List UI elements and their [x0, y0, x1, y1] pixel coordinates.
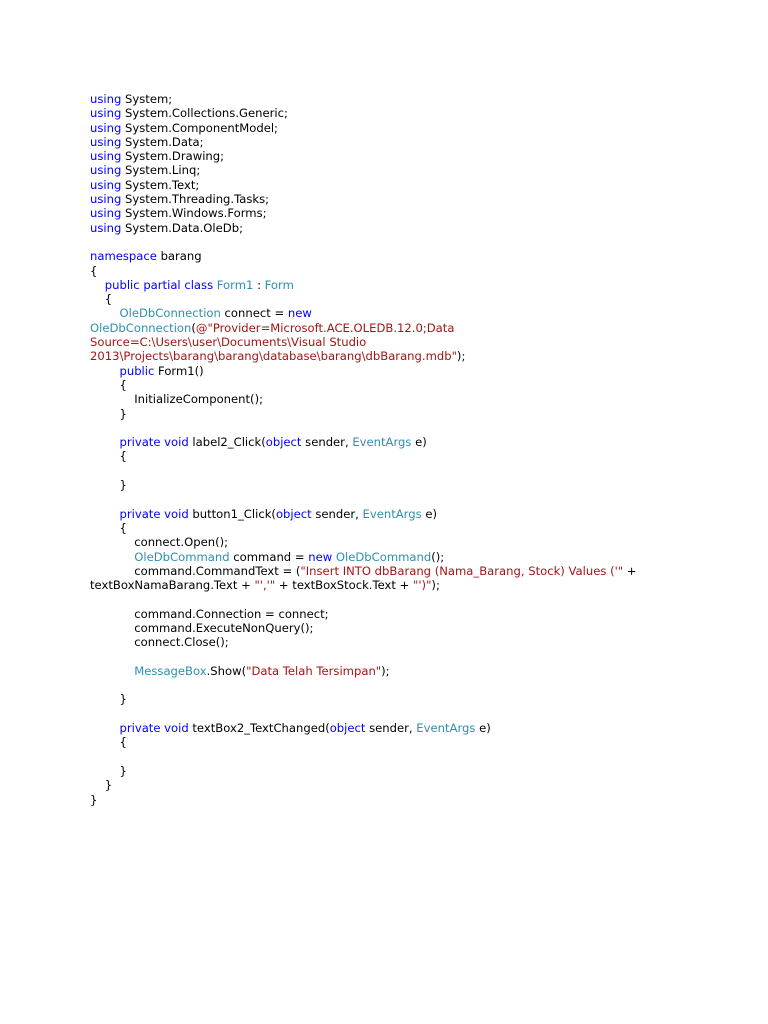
code-token: textBox2_TextChanged(	[188, 721, 330, 736]
code-line	[90, 721, 750, 735]
code-token: OleDbCommand	[335, 549, 432, 564]
code-token: ();	[431, 549, 445, 564]
code-token: {	[90, 449, 127, 464]
code-token: );	[456, 349, 466, 364]
code-token	[90, 664, 134, 678]
code-token: System;	[121, 92, 173, 106]
code-line	[90, 264, 750, 278]
code-line	[90, 650, 750, 664]
code-token: );	[431, 578, 440, 593]
code-line	[90, 607, 750, 621]
code-line	[90, 206, 750, 220]
code-token: using	[90, 220, 122, 235]
code-token: public partial class	[104, 277, 214, 292]
code-token: {	[90, 263, 98, 278]
code-token: System.ComponentModel;	[121, 120, 278, 135]
code-line	[90, 621, 750, 635]
code-token: command.CommandText = (	[90, 563, 301, 578]
code-token: 2013\Projects\barang\barang\database\barang\dbBarang.mdb"	[90, 349, 457, 364]
code-token: using	[90, 134, 122, 149]
code-token: EventArgs	[362, 506, 422, 521]
code-line	[90, 550, 750, 564]
code-token: }	[90, 763, 127, 778]
code-line	[90, 235, 750, 249]
code-token	[90, 306, 119, 320]
code-token	[90, 721, 119, 735]
code-token: EventArgs	[416, 721, 476, 736]
code-line	[90, 335, 750, 349]
code-line	[90, 435, 750, 449]
code-token: OleDbConnection	[119, 306, 221, 321]
code-token: }	[90, 778, 113, 793]
code-line	[90, 692, 750, 706]
code-line	[90, 92, 750, 106]
code-token: "Insert INTO dbBarang (Nama_Barang, Stock) Values ('"	[300, 563, 624, 578]
code-token: sender,	[365, 721, 417, 736]
code-line	[90, 464, 750, 478]
code-line	[90, 507, 750, 521]
code-token: System.Data.OleDb;	[121, 220, 243, 235]
code-line	[90, 778, 750, 792]
code-token: OleDbCommand	[134, 549, 230, 564]
code-line	[90, 135, 750, 149]
code-token: command.Connection = connect;	[90, 606, 329, 621]
code-token: private void	[119, 721, 189, 736]
code-line	[90, 564, 750, 578]
code-line	[90, 478, 750, 492]
code-token: e)	[421, 506, 437, 521]
code-token: Form1	[216, 277, 254, 292]
code-token: }	[90, 792, 98, 807]
code-token: System.Collections.Generic;	[121, 106, 288, 121]
code-token: InitializeComponent();	[90, 392, 264, 407]
code-line	[90, 392, 750, 406]
code-line	[90, 149, 750, 163]
code-token: System.Drawing;	[121, 149, 225, 164]
code-line	[90, 735, 750, 749]
code-token: object	[329, 721, 366, 736]
code-token: e)	[475, 721, 491, 736]
code-token: using	[90, 120, 122, 135]
code-token: command.ExecuteNonQuery();	[90, 620, 314, 635]
code-token: {	[90, 292, 113, 307]
code-token: Source=C:\Users\user\Documents\Visual Studio	[90, 335, 367, 350]
code-line	[90, 407, 750, 421]
code-line	[90, 249, 750, 263]
code-token: "')"	[413, 578, 432, 593]
code-token: label2_Click(	[188, 435, 266, 450]
code-token: using	[90, 149, 122, 164]
code-listing	[90, 92, 750, 807]
code-token: + textBoxStock.Text +	[275, 578, 414, 593]
code-token: System.Windows.Forms;	[121, 206, 267, 221]
code-token: OleDbConnection	[90, 320, 192, 335]
code-token: @"Provider=Microsoft.ACE.OLEDB.12.0;Data	[195, 320, 455, 335]
code-token: using	[90, 192, 122, 207]
code-token: command =	[229, 549, 309, 564]
code-token: {	[90, 377, 127, 392]
code-token: :	[253, 277, 265, 292]
code-token: {	[90, 735, 127, 750]
code-token	[90, 507, 119, 521]
code-token: }	[90, 692, 127, 707]
code-token: button1_Click(	[188, 506, 276, 521]
code-line	[90, 492, 750, 506]
code-line	[90, 106, 750, 120]
code-token: );	[381, 663, 390, 678]
code-token: EventArgs	[352, 435, 412, 450]
code-token: sender,	[301, 435, 353, 450]
code-token: private void	[119, 435, 189, 450]
code-line	[90, 793, 750, 807]
code-token: connect =	[220, 306, 288, 321]
code-line	[90, 421, 750, 435]
code-line	[90, 292, 750, 306]
code-line	[90, 707, 750, 721]
code-line	[90, 163, 750, 177]
code-token: }	[90, 478, 127, 493]
code-token: using	[90, 177, 122, 192]
code-line	[90, 278, 750, 292]
code-token: }	[90, 406, 127, 421]
code-token: sender,	[311, 506, 363, 521]
code-token: using	[90, 163, 122, 178]
code-token: public	[119, 363, 155, 378]
code-token: MessageBox	[134, 663, 207, 678]
code-token: new	[308, 549, 333, 564]
code-token: +	[623, 563, 637, 578]
code-token: object	[265, 435, 302, 450]
code-token: using	[90, 106, 122, 121]
code-line	[90, 521, 750, 535]
code-token: Form1()	[154, 363, 204, 378]
code-line	[90, 678, 750, 692]
code-token: e)	[411, 435, 427, 450]
code-token: "','"	[254, 578, 276, 593]
code-token: private void	[119, 506, 189, 521]
code-token: Form	[264, 277, 294, 292]
code-token	[90, 435, 119, 449]
code-token: .Show(	[206, 663, 247, 678]
code-token: using	[90, 92, 122, 106]
code-line	[90, 578, 750, 592]
code-line	[90, 306, 750, 320]
code-line	[90, 121, 750, 135]
code-line	[90, 449, 750, 463]
code-line	[90, 664, 750, 678]
code-line	[90, 592, 750, 606]
code-line	[90, 349, 750, 363]
code-token: {	[90, 520, 127, 535]
code-token	[90, 550, 134, 564]
code-line	[90, 764, 750, 778]
code-line	[90, 178, 750, 192]
code-token: namespace	[90, 249, 157, 264]
code-token: connect.Open();	[90, 535, 229, 550]
code-token: System.Threading.Tasks;	[121, 192, 270, 207]
code-token: connect.Close();	[90, 635, 229, 650]
code-line	[90, 535, 750, 549]
code-token: "Data Telah Tersimpan"	[246, 663, 382, 678]
code-token: barang	[156, 249, 202, 264]
code-token: textBoxNamaBarang.Text +	[90, 578, 255, 593]
code-token: new	[287, 306, 312, 321]
code-line	[90, 378, 750, 392]
code-line	[90, 221, 750, 235]
code-token	[90, 278, 105, 292]
code-token	[90, 364, 119, 378]
code-line	[90, 635, 750, 649]
code-token: System.Text;	[121, 177, 200, 192]
code-token: System.Data;	[121, 134, 204, 149]
code-line	[90, 364, 750, 378]
code-line	[90, 321, 750, 335]
code-line	[90, 192, 750, 206]
code-token: (	[191, 320, 196, 335]
code-line	[90, 750, 750, 764]
code-token: object	[275, 506, 312, 521]
code-token: using	[90, 206, 122, 221]
code-token: System.Linq;	[121, 163, 201, 178]
